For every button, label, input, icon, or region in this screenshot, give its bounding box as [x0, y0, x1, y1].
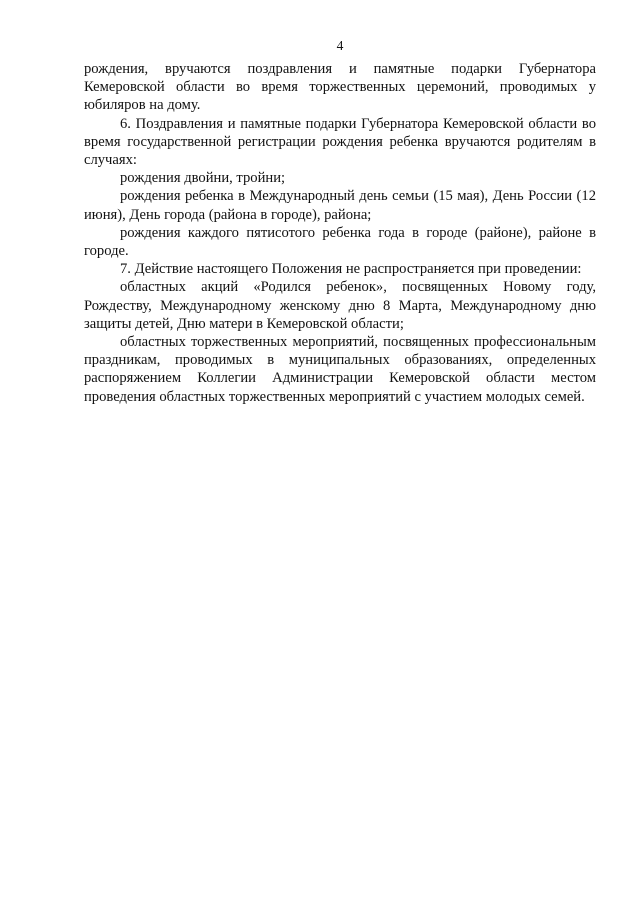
paragraph-item-7: 7. Действие настоящего Положения не распространяется при проведении:	[120, 261, 582, 278]
paragraph-case-twins: рождения двойни, тройни;	[120, 170, 286, 187]
paragraph-continuation: рождения, вручаются поздравления и памятные подарки Губернатора Кемеровской области во время торжественных церемоний, проводимых у юбиляров на дому.	[84, 61, 596, 114]
paragraph-item-6: 6. Поздравления и памятные подарки Губернатора Кемеровской области во время государственной регистрации рождения ребенка вручаются родителям в случаях:	[84, 115, 596, 169]
paragraph-exception-events: областных торжественных мероприятий, посвященных профессиональным праздникам, проводимых в муниципальных образованиях, определенных распоряжением Коллегии Администрации Кемеровской области местом проведения областных торжественных мероприятий с участием молодых семей.	[84, 334, 596, 405]
paragraph-case-holidays: рождения ребенка в Международный день семьи (15 мая), День России (12 июня), День города (района в городе), района;	[84, 188, 596, 223]
paragraph-exception-actions: областных акций «Родился ребенок», посвященных Новому году, Рождеству, Международному женскому дню 8 Марта, Международному дню защиты детей, Дню матери в Кемеровской области;	[84, 279, 596, 332]
paragraph-case-500th-child: рождения каждого пятисотого ребенка года в городе (районе), районе в городе.	[84, 224, 596, 260]
page-number: 4	[336, 38, 344, 53]
document-body	[84, 60, 596, 406]
